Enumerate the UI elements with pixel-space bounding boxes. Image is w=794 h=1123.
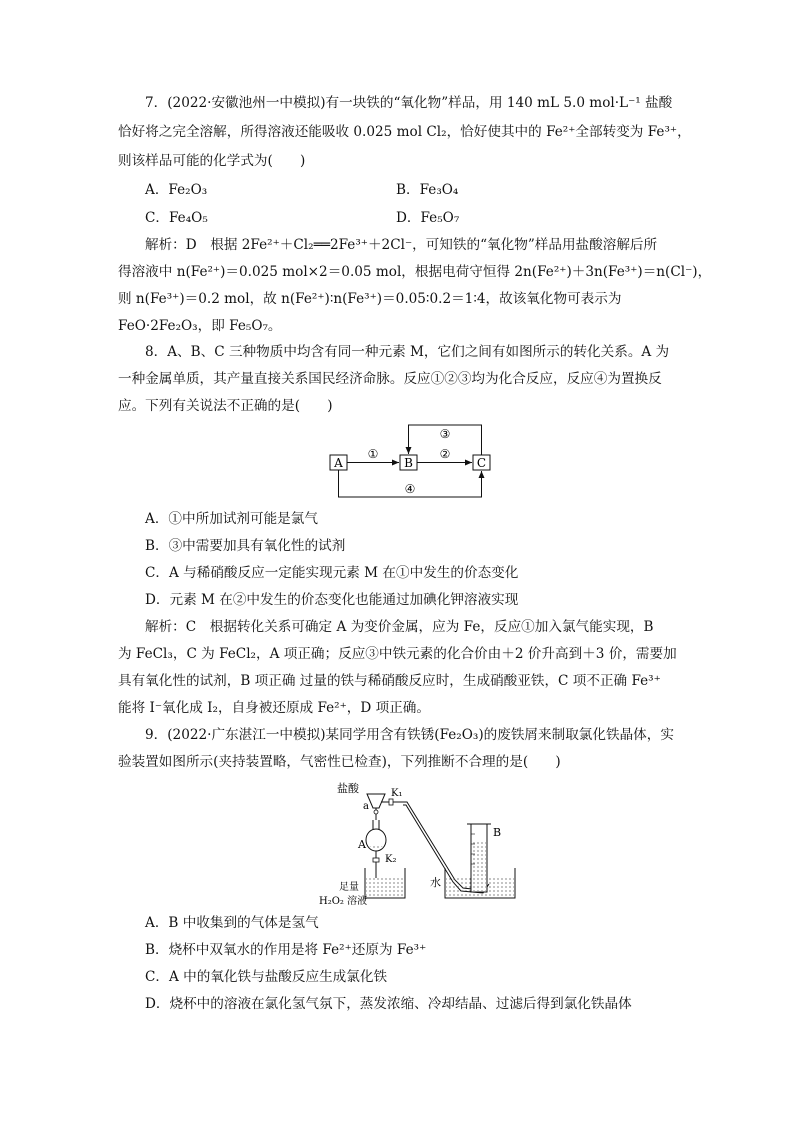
k1-label: K₁ [391, 788, 403, 799]
q7-option-a: A．Fe₂O₃ [145, 182, 208, 198]
q9-stem-line2: 验装置如图所示(夹持装置略，气密性已检查)，下列推断不合理的是( ) [118, 754, 561, 770]
q9-option-a: A．B 中收集到的气体是氢气 [145, 915, 319, 931]
reaction-3-label: ③ [439, 427, 451, 441]
box-b-label: B [404, 456, 413, 470]
q8-option-b: B．③中需要加具有氧化性的试剂 [145, 538, 346, 554]
q7-stem-line2: 恰好将之完全溶解，所得溶液还能吸收 0.025 mol Cl₂，恰好使其中的 Fe²⁺全部转变为 Fe³⁺， [118, 124, 691, 140]
q8-stem-line1: 8．A、B、C 三种物质中均含有同一种元素 M，它们之间有如图所示的转化关系。A 为 [145, 344, 670, 360]
q9-option-c: C．A 中的氧化铁与盐酸反应生成氯化铁 [145, 969, 388, 985]
q8-option-a: A．①中所加试剂可能是氯气 [145, 511, 318, 527]
q7-option-b: B．Fe₃O₄ [396, 182, 459, 198]
q7-option-d: D．Fe₅O₇ [396, 210, 460, 226]
k2-clamp-icon [373, 858, 379, 862]
q7-answer-line4: FeO·2Fe₂O₃，即 Fe₅O₇。 [118, 318, 282, 334]
stopcock-a-icon [374, 810, 378, 814]
k1-clamp-icon [389, 799, 393, 805]
flask-a-label: A [358, 838, 366, 851]
reaction-2-label: ② [439, 447, 451, 461]
k2-label: K₂ [385, 854, 397, 865]
q9-apparatus-diagram [305, 778, 525, 908]
water-label: 水 [430, 876, 441, 889]
q8-option-d: D．元素 M 在②中发生的价态变化也能通过加碘化钾溶液实现 [145, 592, 519, 608]
stopcock-a-label: a [363, 801, 369, 812]
q9-option-b: B．烧杯中双氧水的作用是将 Fe²⁺还原为 Fe³⁺ [145, 942, 427, 958]
q7-answer-line2: 得溶液中 n(Fe²⁺)＝0.025 mol×2＝0.05 mol，根据电荷守恒得 2n(Fe²⁺)＋3n(Fe³⁺)＝n(Cl⁻)， [118, 264, 712, 280]
q8-stem-line2: 一种金属单质，其产量直接关系国民经济命脉。反应①②③均为化合反应，反应④为置换反 [118, 371, 662, 387]
q8-answer-line4: 能将 I⁻氧化成 I₂，自身被还原成 Fe²⁺，D 项正确。 [118, 700, 430, 716]
acid-label: 盐酸 [337, 782, 359, 795]
reaction-4-label: ④ [404, 482, 416, 496]
q7-stem-line1: 7．(2022·安徽池州一中模拟)有一块铁的“氧化物”样品，用 140 mL 5.0 mol·L⁻¹ 盐酸 [145, 95, 673, 111]
q9-stem-line1: 9．(2022·广东湛江一中模拟)某同学用含有铁锈(Fe₂O₃)的废铁屑来制取氯化铁晶体，实 [145, 727, 674, 743]
q8-stem-line3: 应。下列有关说法不正确的是( ) [118, 398, 333, 414]
q7-answer-line3: 则 n(Fe³⁺)＝0.2 mol，故 n(Fe²⁺)∶n(Fe³⁺)＝0.05∶0.2＝1∶4，故该氧化物可表示为 [118, 291, 622, 307]
box-c-label: C [476, 456, 487, 470]
q8-transformation-diagram [325, 420, 495, 502]
reaction-1-label: ① [367, 447, 379, 461]
box-a-label: A [334, 456, 343, 470]
q7-answer-line1: 解析：D 根据 2Fe²⁺＋Cl₂══2Fe³⁺＋2Cl⁻，可知铁的“氧化物”样品用盐酸溶解后所 [145, 237, 658, 253]
cylinder-b-label: B [493, 826, 502, 839]
q9-option-d: D．烧杯中的溶液在氯化氢气氛下，蒸发浓缩、冷却结晶、过滤后得到氯化铁晶体 [145, 996, 632, 1012]
q8-option-c: C．A 与稀硝酸反应一定能实现元素 M 在①中发生的价态变化 [145, 565, 519, 581]
q8-answer-line3: 具有氧化性的试剂，B 项正确 过量的铁与稀硝酸反应时，生成硝酸亚铁，C 项不正确 Fe³⁺ [118, 673, 661, 689]
q7-option-c: C．Fe₄O₅ [145, 210, 208, 226]
separating-funnel [367, 794, 385, 808]
q7-stem-line3: 则该样品可能的化学式为( ) [118, 153, 306, 169]
q8-answer-line1: 解析：C 根据转化关系可确定 A 为变价金属，应为 Fe，反应①加入氯气能实现，B [145, 619, 654, 635]
beaker-label-line2: H₂O₂ 溶液 [319, 896, 368, 907]
beaker-label-line1: 足量 [339, 882, 359, 893]
q8-answer-line2: 为 FeCl₃，C 为 FeCl₂，A 项正确；反应③中铁元素的化合价由＋2 价升高到＋3 价，需要加 [118, 646, 677, 662]
